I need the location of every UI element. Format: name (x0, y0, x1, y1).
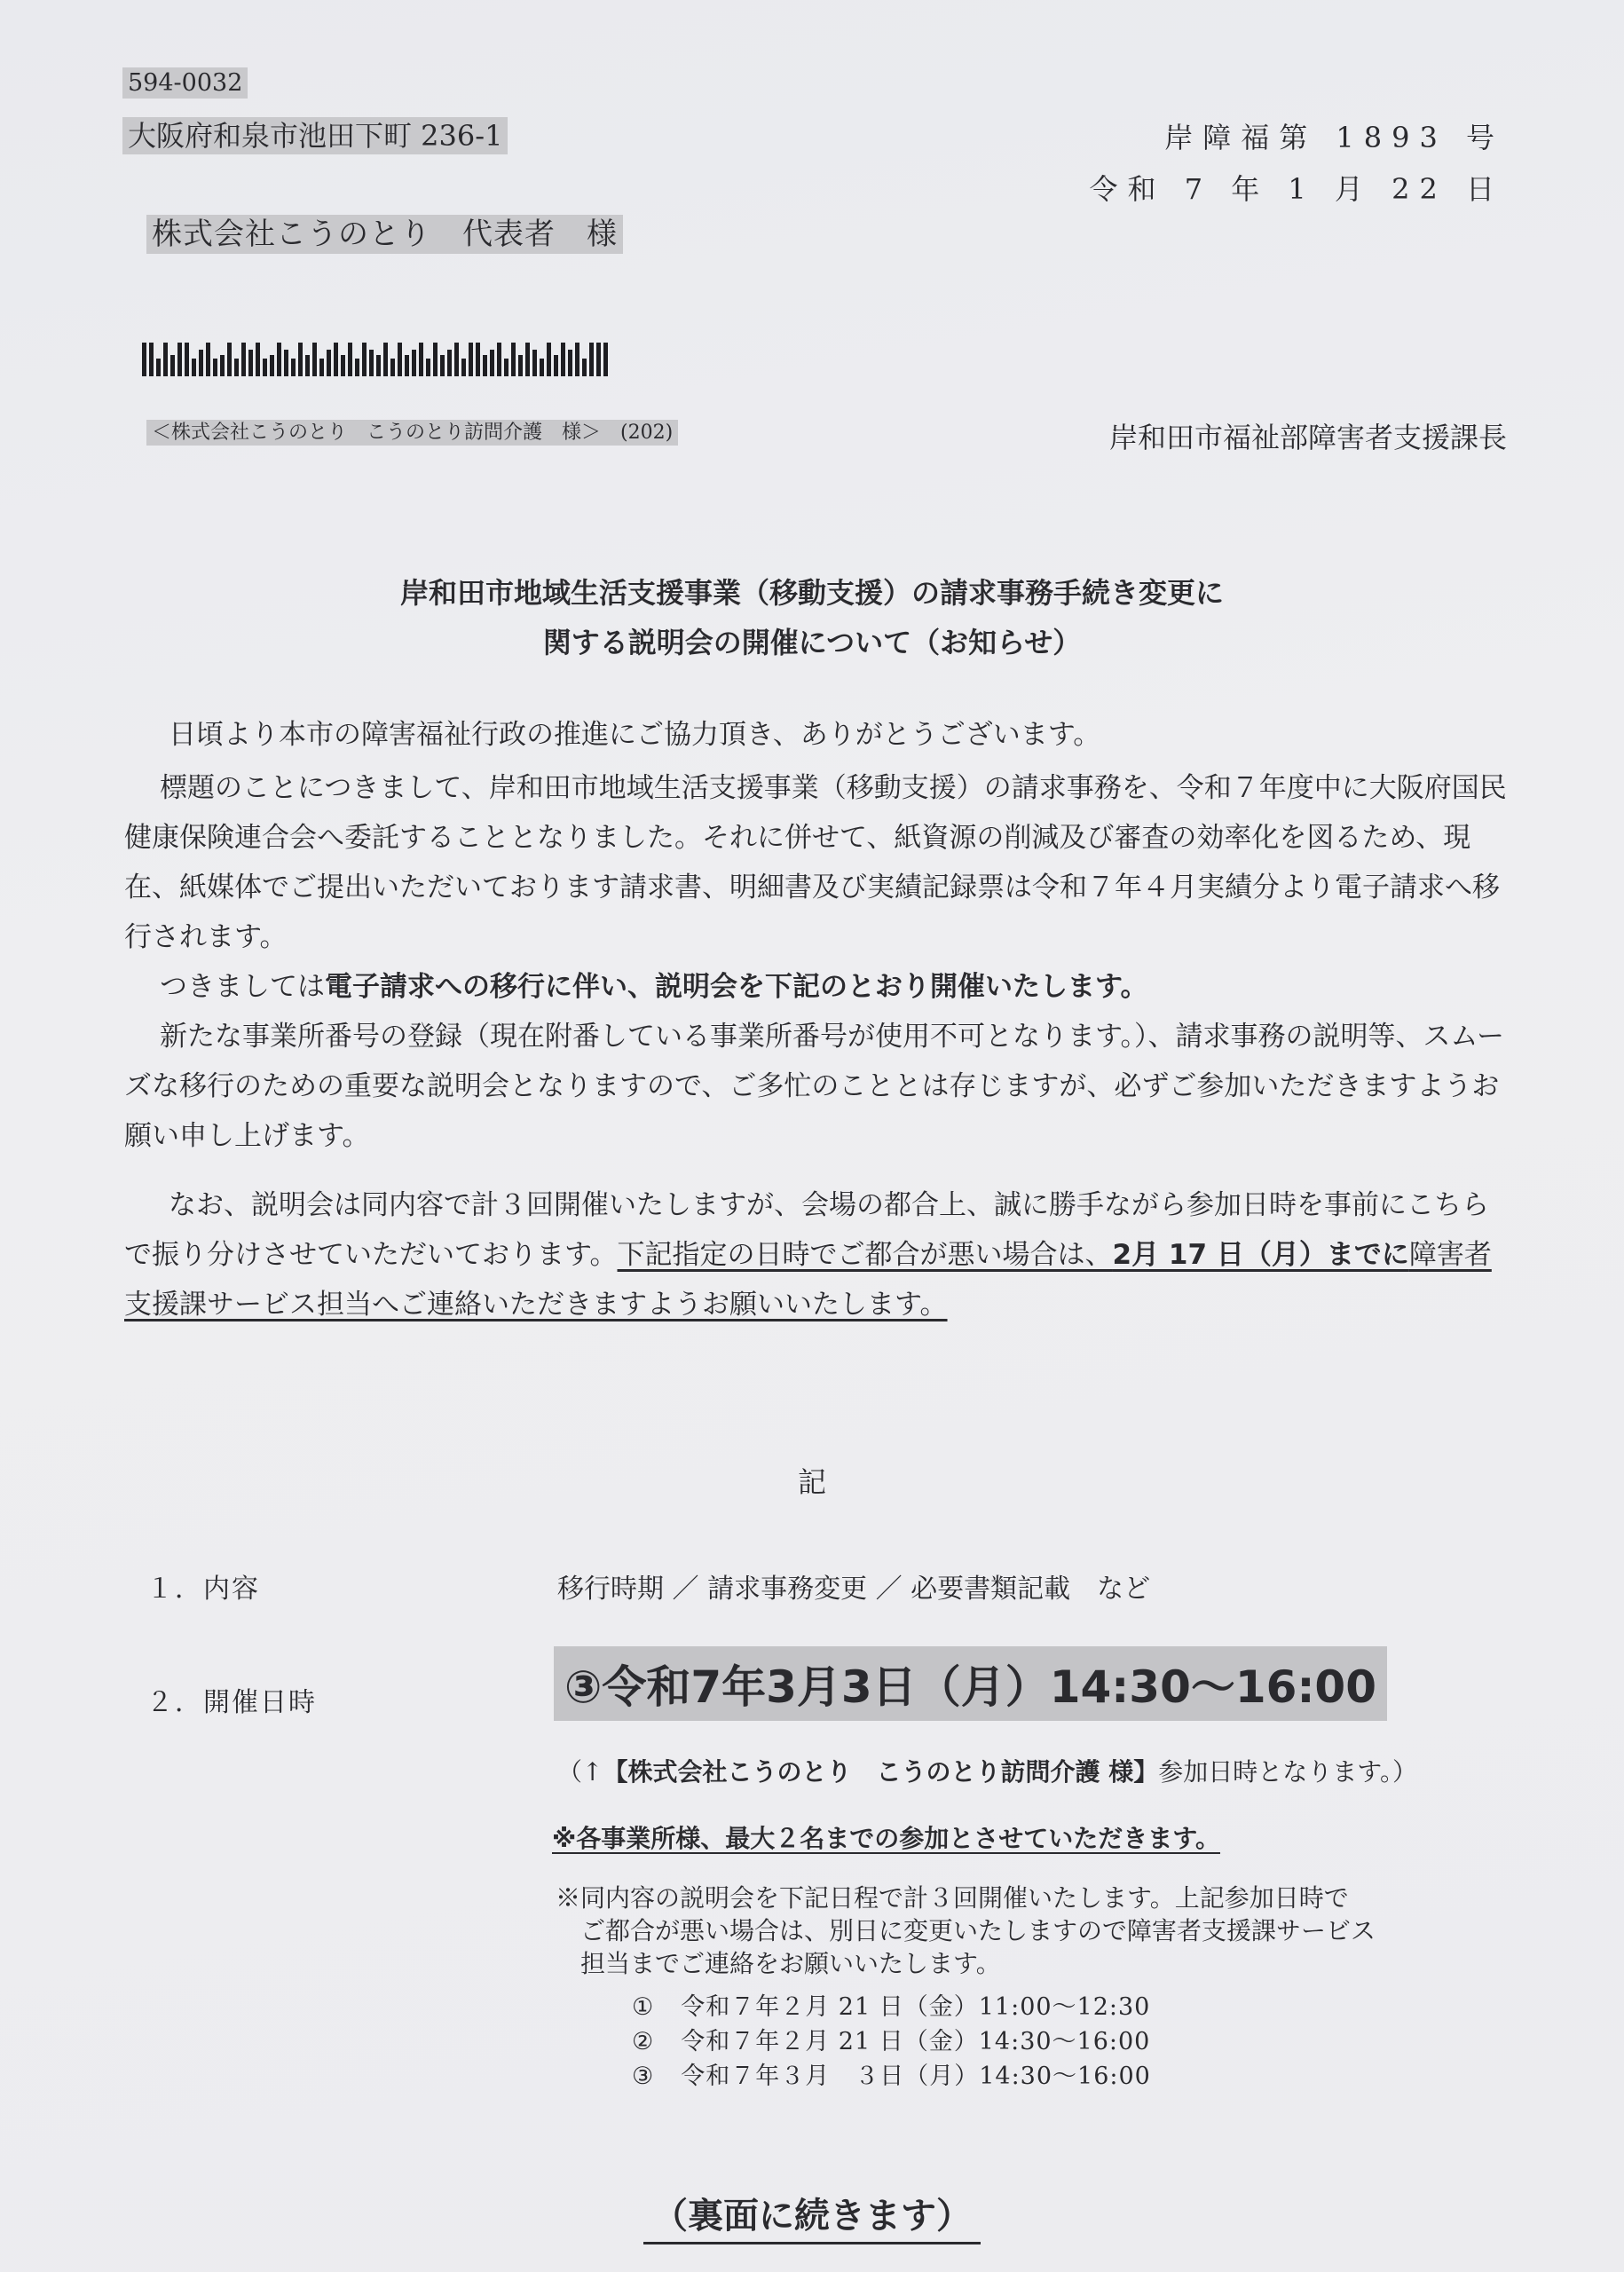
barcode-bar (248, 350, 253, 376)
barcode-bar (483, 355, 487, 376)
continued-on-back: （裏面に続きます） (0, 2188, 1624, 2238)
barcode-bar (447, 350, 452, 376)
datetime-value: ③令和7年3月3日（月）14:30～16:00 (554, 1646, 1387, 1721)
barcode-bar (490, 350, 494, 376)
barcode-bar (312, 343, 317, 376)
barcode-bar (426, 359, 430, 376)
barcode-bar (256, 343, 260, 376)
barcode-bar (284, 350, 288, 376)
barcode-bar (596, 343, 601, 376)
barcode-bar (192, 359, 196, 376)
deadline-date: 2月 17 日（月）までに (1112, 1239, 1409, 1271)
subject-paragraph: 標題のことにつきまして、岸和田市地域生活支援事業（移動支援）の請求事務を、令和７年度中に大阪府国民健康保険連合会へ委託することとなりました。それに併せて、紙資源の削減及び審査の効率化を図るため、現在、紙媒体でご提出いただいております請求書、明細書及び実績記録票は令和７年４月実績分より電子請求へ移行されます。 (124, 772, 1507, 953)
barcode-bar (433, 343, 438, 376)
barcode-bar (398, 343, 402, 376)
ki-marker: 記 (797, 1465, 826, 1499)
barcode-bar (469, 343, 473, 376)
deadline-notice-1: 下記指定の日時でご都合が悪い場合は、 (617, 1239, 1113, 1271)
barcode-bar (341, 355, 345, 376)
barcode-bar (582, 359, 587, 376)
body-text (124, 710, 1509, 1329)
registration-paragraph: 新たな事業所番号の登録（現在附番している事業所番号が使用不可となります。）、請求事務の説明等、スムーズな移行のための重要な説明会となりますので、ご多忙のこととは存じますが、必ずご参加いただきますようお願い申し上げます。 (124, 1021, 1504, 1152)
schedule-notice-paragraph: なお、説明会は同内容で計３回開催いたしますが、会場の都合上、誠に勝手ながら参加日時を事前にこちらで振り分けさせていただいております。下記指定の日時でご都合が悪い場合は、2月 17 日（月）までに障害者支援課サービス担当へご連絡いただきますようお願いいたします。 (124, 1189, 1492, 1321)
document-reference (1090, 112, 1504, 215)
barcode-bar (540, 359, 544, 376)
barcode-bar (348, 343, 352, 376)
barcode-bar (440, 355, 445, 376)
barcode-bar (547, 343, 551, 376)
barcode-bar (461, 359, 466, 376)
announcement-paragraph: つきましては電子請求への移行に伴い、説明会を下記のとおり開催いたします。 (160, 971, 1148, 1003)
barcode-bar (497, 343, 501, 376)
document-number: 岸障福第 1893 号 (1164, 121, 1504, 154)
barcode-bar (412, 350, 416, 376)
barcode-bar (390, 359, 395, 376)
barcode-bar (504, 359, 508, 376)
barcode-bar (603, 343, 608, 376)
barcode-bar (149, 343, 154, 376)
barcode-bar (383, 343, 388, 376)
assigned-note: （↑【株式会社こうのとり こうのとり訪問介護 様】参加日時となります。） (557, 1757, 1417, 1787)
barcode-bar (568, 350, 572, 376)
recipient-name: 株式会社こうのとり 代表者 様 (146, 209, 623, 253)
deadline-notice-2: 障害者支援課サービス担当へご連絡いただきますようお願いいたします。 (124, 1239, 1492, 1321)
barcode-bar (518, 355, 523, 376)
barcode-bar (454, 343, 459, 376)
barcode-bar (206, 343, 210, 376)
barcode-bar (234, 359, 239, 376)
barcode-bar (334, 343, 338, 376)
greeting-paragraph: 日頃より本市の障害福祉行政の推進にご協力頂き、ありがとうございます。 (169, 719, 1101, 751)
barcode-bar (575, 343, 579, 376)
barcode-bar (476, 343, 480, 376)
barcode-bar (213, 359, 217, 376)
barcode-bar (525, 343, 530, 376)
barcode-bar (220, 355, 225, 376)
content-label: １．内容 (146, 1574, 260, 1605)
barcode-bar (177, 343, 182, 376)
barcode-bar (376, 355, 381, 376)
barcode-bar (369, 350, 374, 376)
barcode-bar (511, 343, 516, 376)
barcode-bar (199, 350, 203, 376)
barcode-caption: ＜株式会社こうのとり こうのとり訪問介護 様＞ (202) (146, 417, 678, 445)
reschedule-note: ※同内容の説明会を下記日程で計３回開催いたします。上記参加日時で ご都合が悪い場合は、別日に変更いたしますので障害者支援課サービス 担当までご連絡をお願いいたします。 (556, 1883, 1376, 1978)
barcode-bar (405, 355, 409, 376)
barcode-bar (319, 359, 324, 376)
content-value: 移行時期 ／ 請求事務変更 ／ 必要書類記載 など (557, 1574, 1151, 1605)
session-schedule (632, 1990, 1151, 2094)
barcode-bar (227, 343, 232, 376)
barcode-bar (142, 343, 146, 376)
barcode-bar (156, 359, 161, 376)
session-item: ② 令和７年２月 21 日（金）14:30～16:00 (632, 2028, 1151, 2055)
barcode-bar (263, 359, 267, 376)
barcode-bar (291, 359, 296, 376)
barcode-bar (362, 343, 367, 376)
attendance-limit-note: ※各事業所様、最大２名までの参加とさせていただきます。 (552, 1824, 1220, 1853)
barcode-bar (419, 343, 423, 376)
barcode-bar (355, 359, 359, 376)
recipient-address: 大阪府和泉市池田下町 236-1 (122, 114, 508, 154)
postal-code: 594-0032 (122, 69, 248, 97)
barcode-bar (532, 350, 537, 376)
title-line-2: 関する説明会の開催について（お知らせ） (542, 626, 1082, 659)
datetime-label: ２．開催日時 (146, 1687, 317, 1718)
barcode-bar (305, 355, 310, 376)
barcode-bar (298, 343, 303, 376)
barcode-bar (270, 355, 274, 376)
document-title (0, 568, 1624, 667)
barcode-bar (241, 343, 246, 376)
barcode-bar (185, 343, 189, 376)
sender: 岸和田市福祉部障害者支援課長 (1108, 421, 1507, 454)
barcode-bar (561, 343, 565, 376)
barcode-bar (327, 350, 331, 376)
session-item: ① 令和７年２月 21 日（金）11:00～12:30 (632, 1993, 1151, 2021)
barcode-bar (170, 355, 175, 376)
barcode-bar (163, 343, 168, 376)
announcement-bold: 電子請求への移行に伴い、説明会を下記のとおり開催いたします。 (325, 971, 1148, 1003)
barcode-bar (554, 355, 558, 376)
session-item: ③ 令和７年３月 ３日（月）14:30～16:00 (632, 2063, 1151, 2090)
barcode-bar (589, 343, 594, 376)
barcode-bar (277, 343, 281, 376)
title-line-1: 岸和田市地域生活支援事業（移動支援）の請求事務手続き変更に (399, 576, 1224, 610)
customer-barcode (142, 343, 608, 376)
document-date: 令和 7 年 1 月 22 日 (1089, 172, 1504, 206)
